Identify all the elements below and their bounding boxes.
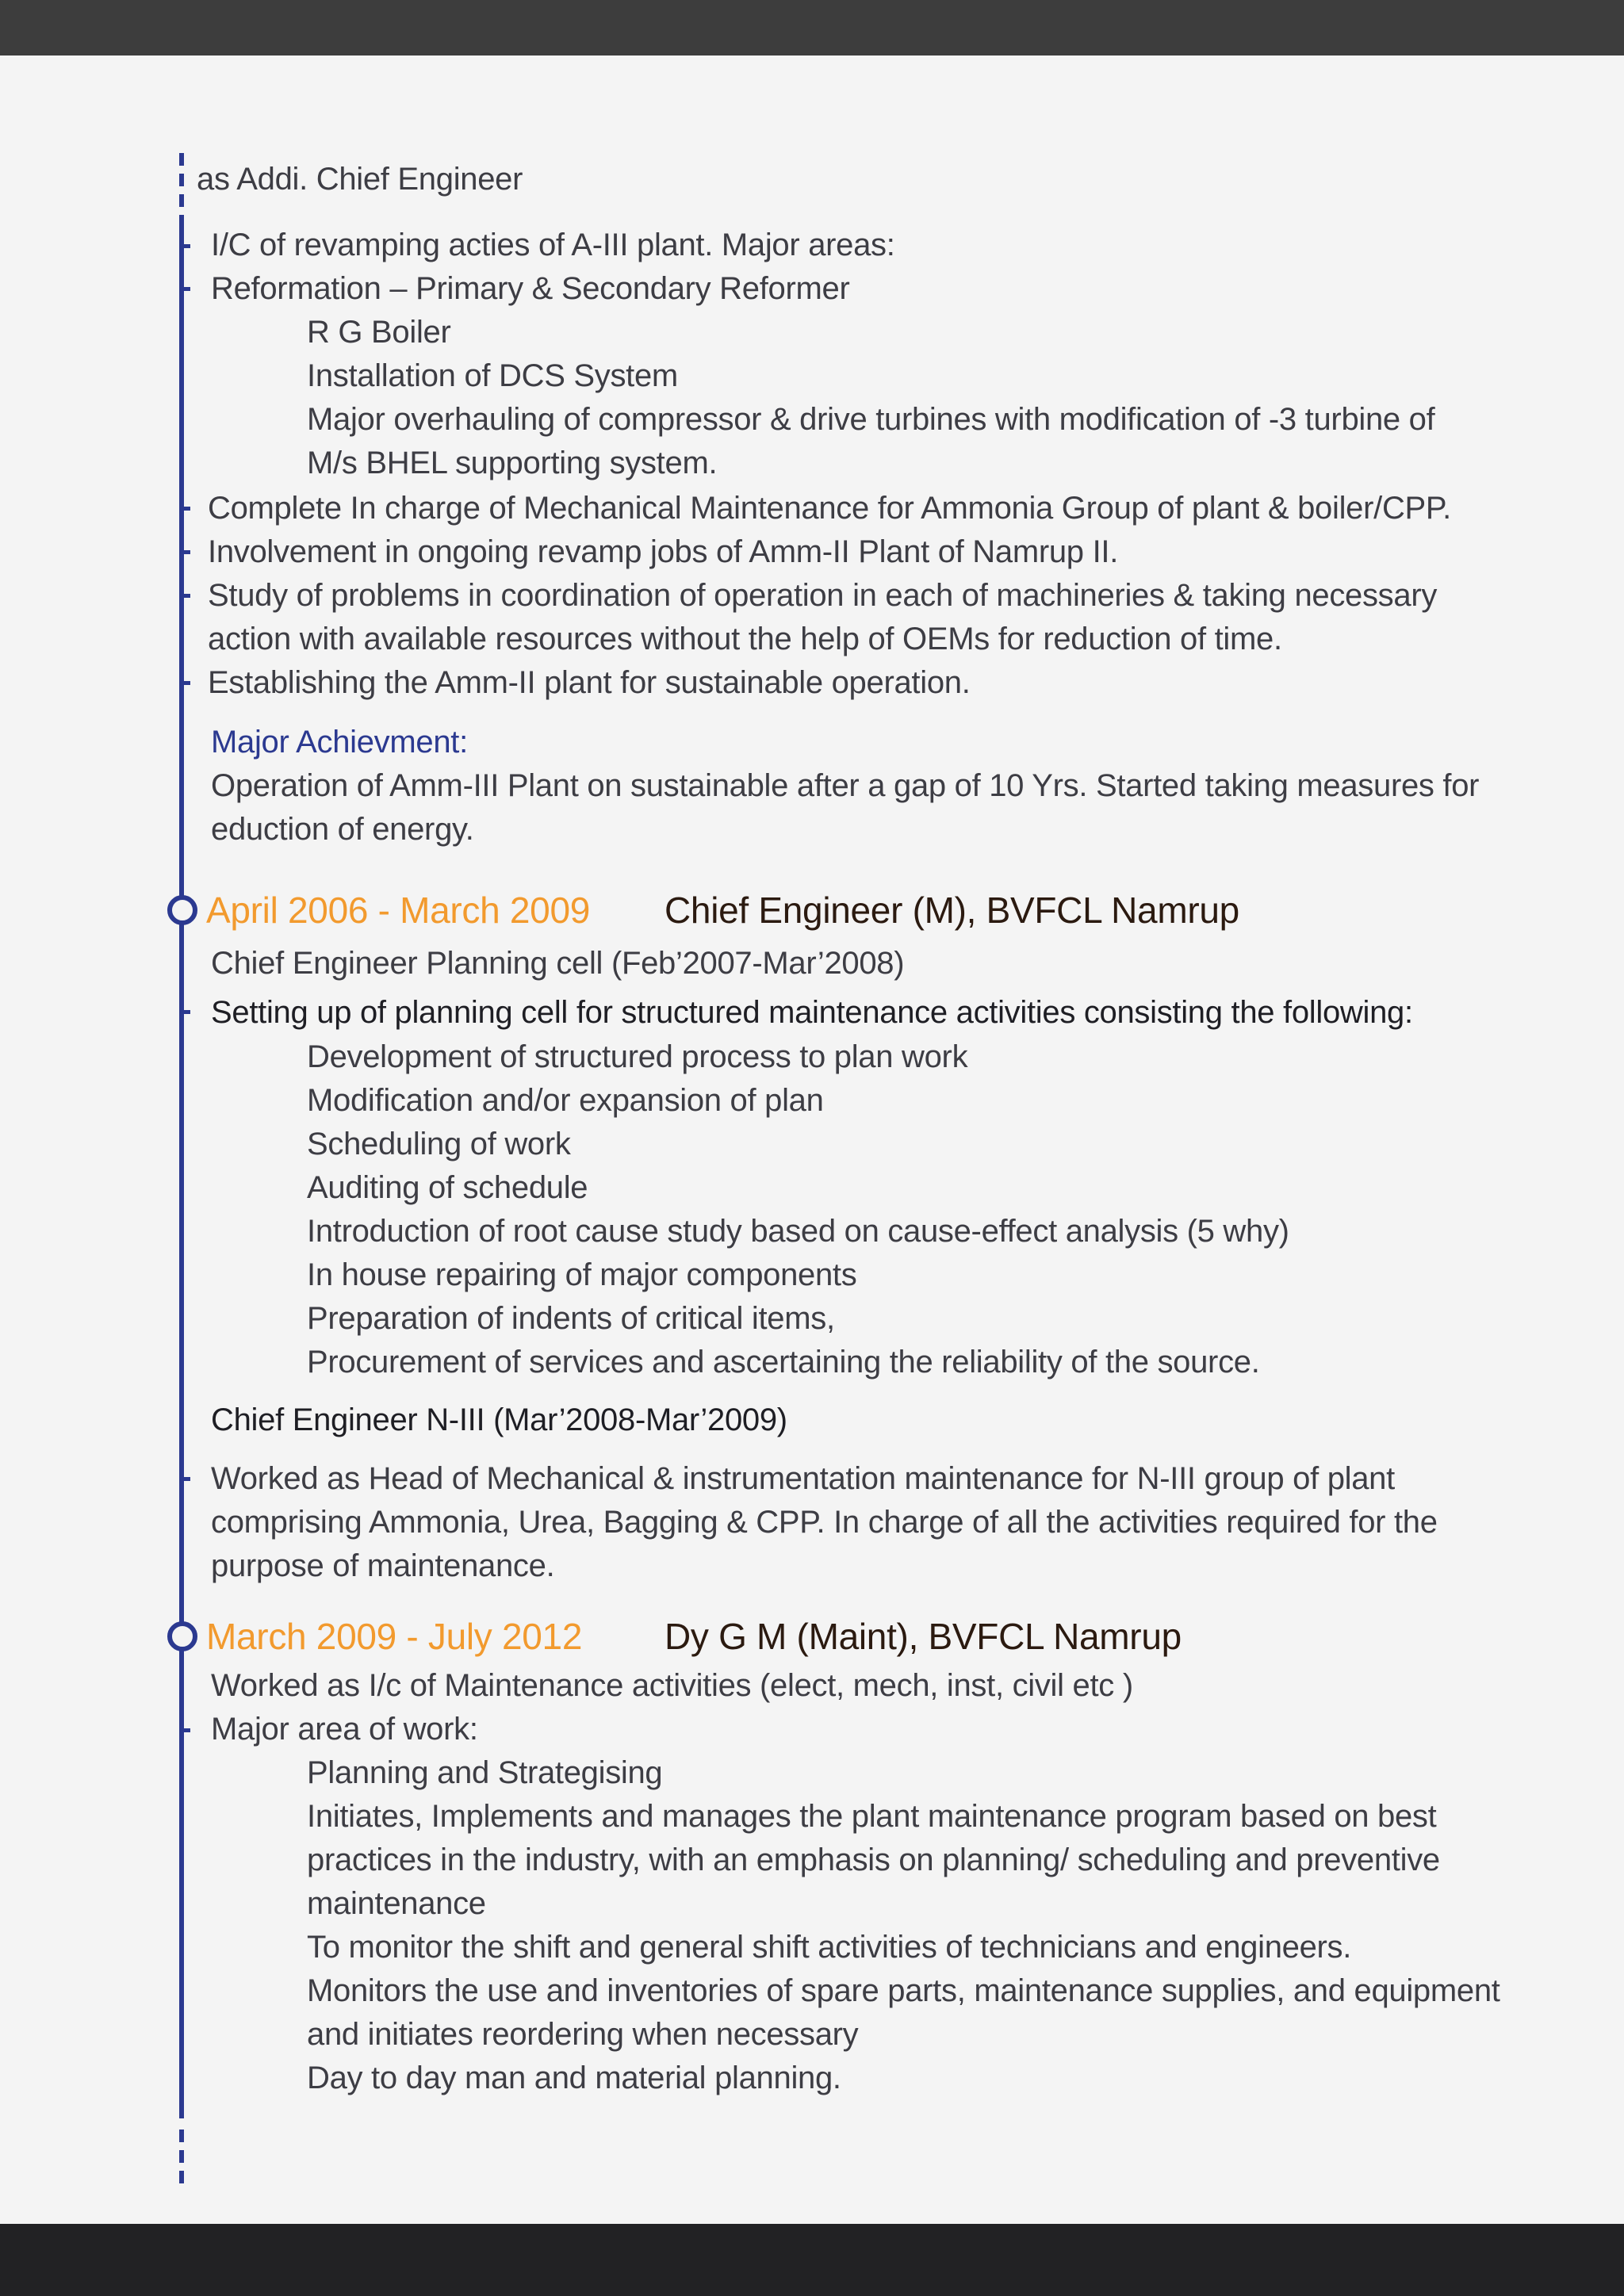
timeline-dash	[179, 2130, 184, 2142]
bullet-text: Setting up of planning cell for structured maintenance activities consisting the following:	[211, 995, 1413, 1030]
sub-item: Day to day man and material planning.	[307, 2061, 841, 2095]
achievement-title: Major Achievment:	[211, 725, 468, 760]
bullet-text: Establishing the Amm-II plant for sustainable operation.	[208, 665, 971, 700]
timeline-line	[179, 215, 184, 2118]
sub-item: Modification and/or expansion of plan	[307, 1083, 824, 1118]
bullet-tick	[179, 1477, 190, 1481]
sub-item: In house repairing of major components	[307, 1257, 857, 1292]
achievement-line: eduction of energy.	[211, 812, 474, 847]
achievement-line: Operation of Amm-III Plant on sustainable after a gap of 10 Yrs. Started taking measures for	[211, 768, 1480, 803]
job-subtitle: Chief Engineer N-III (Mar’2008-Mar’2009)	[211, 1402, 787, 1437]
sub-item: Scheduling of work	[307, 1127, 571, 1161]
timeline-dash	[179, 2171, 184, 2183]
sub-item: maintenance	[307, 1886, 486, 1921]
paragraph-line: comprising Ammonia, Urea, Bagging & CPP. In charge of all the activities required for the	[211, 1505, 1438, 1540]
bottom-bar	[0, 2224, 1624, 2296]
timeline-dash	[179, 174, 184, 186]
job-dates: April 2006 - March 2009	[206, 890, 591, 931]
top-bar	[0, 0, 1624, 55]
bullet-text: I/C of revamping acties of A-III plant. Major areas:	[211, 228, 895, 262]
timeline-dash	[179, 153, 184, 166]
sub-item: Monitors the use and inventories of spare parts, maintenance supplies, and equipment	[307, 1973, 1500, 2008]
bullet-text: Reformation – Primary & Secondary Reformer	[211, 271, 850, 306]
job-description: Worked as I/c of Maintenance activities (elect, mech, inst, civil etc )	[211, 1668, 1133, 1703]
job-subtitle: Chief Engineer Planning cell (Feb’2007-Mar’2008)	[211, 946, 905, 981]
bullet-text: Involvement in ongoing revamp jobs of Amm-II Plant of Namrup II.	[208, 534, 1119, 569]
timeline-node	[167, 1621, 197, 1651]
sub-item: M/s BHEL supporting system.	[307, 446, 718, 480]
paragraph-line: Worked as Head of Mechanical & instrumentation maintenance for N-III group of plant	[211, 1461, 1395, 1496]
sub-item: Planning and Strategising	[307, 1755, 663, 1790]
bullet-text: Complete In charge of Mechanical Maintenance for Ammonia Group of plant & boiler/CPP.	[208, 491, 1451, 526]
sub-item: Development of structured process to plan work	[307, 1039, 968, 1074]
sub-item: Initiates, Implements and manages the plant maintenance program based on best	[307, 1799, 1437, 1834]
job-title: Chief Engineer (M), BVFCL Namrup	[665, 890, 1239, 931]
sub-item: R G Boiler	[307, 315, 451, 350]
bullet-tick	[179, 1010, 190, 1014]
bullet-text: Study of problems in coordination of operation in each of machineries & taking necessary	[208, 578, 1438, 613]
sub-item: practices in the industry, with an emphasis on planning/ scheduling and preventive	[307, 1843, 1440, 1877]
sub-item: Preparation of indents of critical items,	[307, 1301, 835, 1336]
bullet-tick	[179, 507, 190, 511]
bullet-tick	[179, 550, 190, 554]
sub-item: Introduction of root cause study based on cause-effect analysis (5 why)	[307, 1214, 1289, 1249]
sub-item: To monitor the shift and general shift activities of technicians and engineers.	[307, 1930, 1352, 1965]
sub-item: Installation of DCS System	[307, 358, 678, 393]
sub-item: Major overhauling of compressor & drive turbines with modification of -3 turbine of	[307, 402, 1435, 437]
timeline-node	[167, 895, 197, 925]
bullet-text: action with available resources without the help of OEMs for reduction of time.	[208, 622, 1282, 656]
bullet-tick	[179, 244, 190, 248]
intro-role: as Addi. Chief Engineer	[197, 162, 523, 197]
job-dates: March 2009 - July 2012	[206, 1616, 583, 1657]
bullet-tick	[179, 594, 190, 598]
bullet-tick	[179, 681, 190, 685]
timeline-dash	[179, 2150, 184, 2163]
sub-item: Procurement of services and ascertaining the reliability of the source.	[307, 1345, 1260, 1380]
bullet-tick	[179, 1728, 190, 1732]
sub-item: Auditing of schedule	[307, 1170, 588, 1205]
paragraph-line: purpose of maintenance.	[211, 1548, 555, 1583]
sub-item: and initiates reordering when necessary	[307, 2017, 859, 2052]
bullet-text: Major area of work:	[211, 1712, 478, 1747]
bullet-tick	[179, 287, 190, 291]
timeline-dash	[179, 194, 184, 207]
job-title: Dy G M (Maint), BVFCL Namrup	[665, 1616, 1182, 1657]
